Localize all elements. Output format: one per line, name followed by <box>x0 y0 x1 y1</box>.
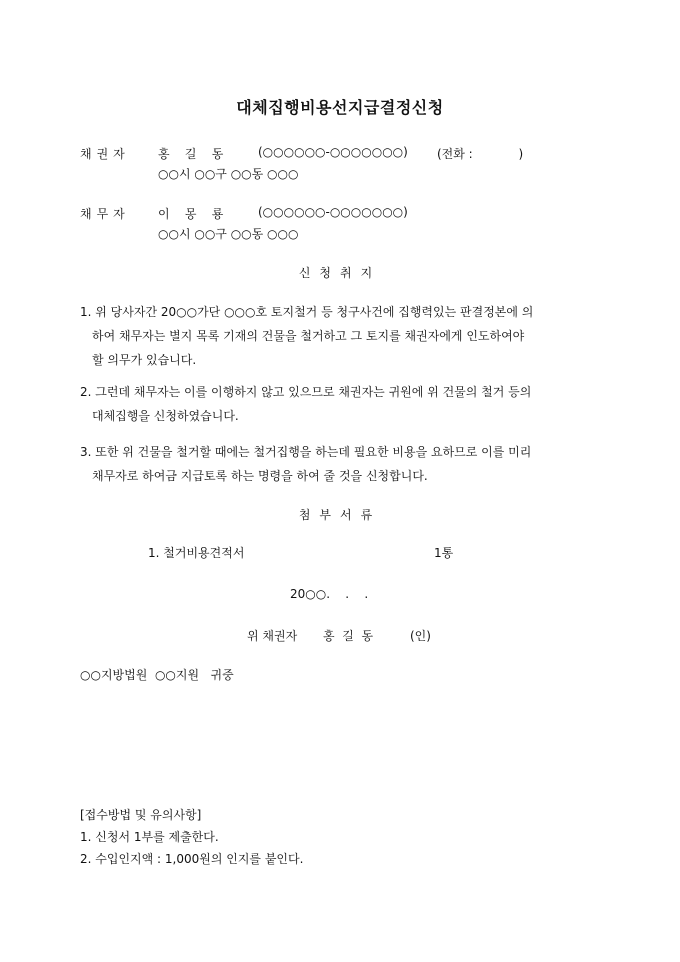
notes-item-1: 1. 신청서 1부를 제출한다. <box>80 830 219 844</box>
purpose-item-2 <box>80 380 605 428</box>
debtor-address: ○○시 ○○구 ○○동 ○○○ <box>158 227 299 241</box>
signature-name: 홍 길 동 <box>323 629 374 643</box>
creditor-id-number: (○○○○○○-○○○○○○○) <box>258 145 408 159</box>
signature-seal: (인) <box>410 629 431 643</box>
document-date: 20○○. . . <box>290 587 369 601</box>
notes-item-2: 2. 수입인지액 : 1,000원의 인지를 붙인다. <box>80 852 304 866</box>
purpose-item-1-line-3: 할 의무가 있습니다. <box>92 353 197 367</box>
creditor-name: 홍 길 동 <box>158 147 224 161</box>
attachments-heading: 첨부서류 <box>298 508 382 522</box>
creditor-phone: (전화 : ) <box>437 147 524 161</box>
purpose-item-3 <box>80 440 605 488</box>
purpose-item-1 <box>80 300 605 372</box>
signature-prefix: 위 채권자 <box>247 629 298 643</box>
purpose-item-2-line-2: 대체집행을 신청하였습니다. <box>92 409 239 423</box>
document-title: 대체집행비용선지급결정신청 <box>236 98 444 117</box>
purpose-item-2-line-1: 2. 그런데 채무자는 이를 이행하지 않고 있으므로 채권자는 귀원에 위 건물의 철거 등의 <box>80 385 532 399</box>
creditor-address: ○○시 ○○구 ○○동 ○○○ <box>158 167 299 181</box>
purpose-item-1-line-2: 하여 채무자는 별지 목록 기재의 건물을 철거하고 그 토지를 채권자에게 인도하여야 <box>92 329 525 343</box>
attachment-item-count: 1통 <box>434 546 454 560</box>
purpose-item-1-line-1: 1. 위 당사자간 20○○가단 ○○○호 토지철거 등 청구사건에 집행력있는 판결정본에 의 <box>80 305 534 319</box>
court-addressee: ○○지방법원 ○○지원 귀중 <box>80 668 234 682</box>
attachment-item-name: 1. 철거비용견적서 <box>148 546 245 560</box>
purpose-item-3-line-2: 채무자로 하여금 지급토록 하는 명령을 하여 줄 것을 신청합니다. <box>92 469 428 483</box>
notes-heading: [접수방법 및 유의사항] <box>80 808 202 822</box>
debtor-label: 채무자 <box>80 207 130 221</box>
debtor-id-number: (○○○○○○-○○○○○○○) <box>258 205 408 219</box>
debtor-name: 이 몽 룡 <box>158 207 224 221</box>
purpose-item-3-line-1: 3. 또한 위 건물을 철거할 때에는 철거집행을 하는데 필요한 비용을 요하므로 이를 미리 <box>80 445 532 459</box>
purpose-heading: 신청취지 <box>298 266 382 280</box>
creditor-label: 채권자 <box>80 147 130 161</box>
